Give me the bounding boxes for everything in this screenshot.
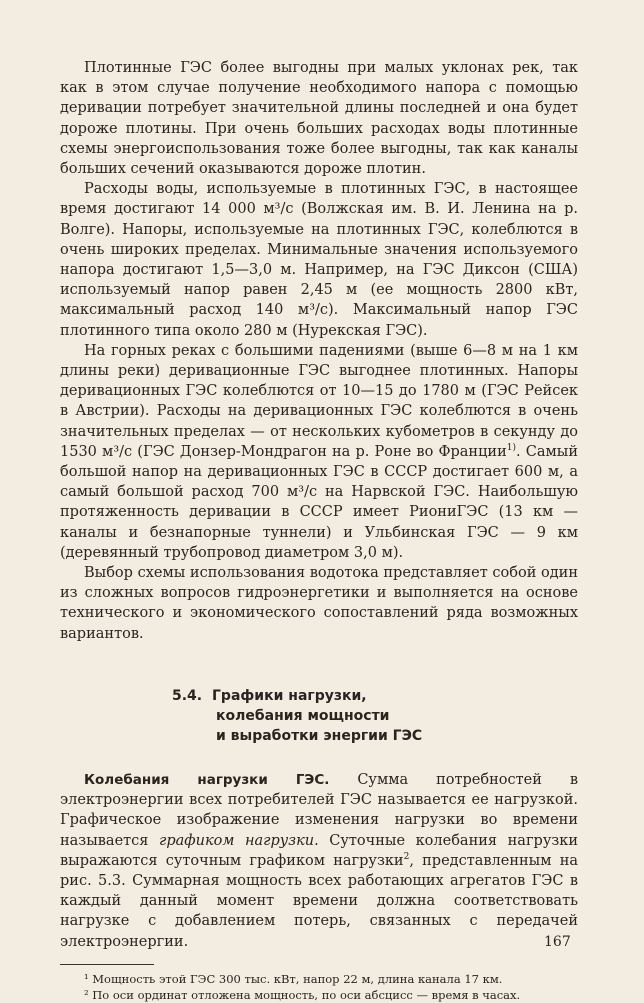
footnote-1-text: Мощность этой ГЭС 300 тыс. кВт, напор 22 м, длина канала 17 км. xyxy=(88,971,503,986)
paragraph-5-text-c: , представленным на рис. 5.3. Суммарная мощность всех работающих агрегатов ГЭС в каждый данный момент времени должна соответствовать нагрузке с добавлением потерь, связанных с передачей электроэнергии. xyxy=(60,852,579,950)
footnote-2-mark: ² xyxy=(84,987,89,1002)
footnote-2-text: По оси ординат отложена мощность, по оси абсцисс — время в часах. xyxy=(88,987,521,1002)
footnote-1 xyxy=(60,971,578,987)
footnote-divider xyxy=(60,964,154,965)
paragraph-2: Расходы воды, используемые в плотинных ГЭС, в настоящее время достигают 14 000 м³/с (Волжская им. В. И. Ленина на р. Волге). Напоры, используемые на плотинных ГЭС, колеблются в очень широких пределах. Минимальные значения используемого напора достигают 1,5—3,0 м. Например, на ГЭС Диксон (США) используемый напор равен 2,45 м (ее мощность 2800 кВт, максимальный расход 140 м³/с). Максимальный напор ГЭС плотинного типа около 280 м (Нурекская ГЭС). xyxy=(60,181,578,339)
footnote-ref-1: 1) xyxy=(506,443,516,454)
paragraph-5-text-b: Суточные колебания нагрузки выражаются суточным графиком нагрузки xyxy=(60,832,578,869)
paragraph-3-text-b: . Самый большой напор на деривационных ГЭС в СССР достигает 600 м, а самый большой расход 700 м³/с на Нарвской ГЭС. Наибольшую протяженность деривации в СССР имеет РиониГЭС (13 км — каналы и безнапорные туннели) и Ульбинская ГЭС — 9 км (деревянный трубопровод диаметром 3,0 м). xyxy=(60,443,578,561)
paragraph-3 xyxy=(60,341,578,563)
footnote-ref-2: 2 xyxy=(403,851,410,862)
page-body xyxy=(60,58,578,1003)
paragraph-5 xyxy=(60,770,578,952)
paragraph-5-lead: Колебания нагрузки ГЭС. xyxy=(84,771,330,788)
section-heading xyxy=(60,686,578,746)
section-title-line-2: колебания мощности xyxy=(216,707,390,724)
paragraph-3-text-a: На горных реках с большими падениями (выше 6—8 м на 1 км длины реки) деривационные ГЭС выгоднее плотинных. Напоры деривационных ГЭС колеблются от 10—15 до 1780 м (ГЭС Рейсек в Австрии). Расходы на деривационных ГЭС колеблются в очень значительных пределах — от нескольких кубометров в секунду до 1530 м³/с (ГЭС Донзер-Мондрагон на р. Роне во Франции xyxy=(60,342,578,460)
section-number: 5.4. xyxy=(172,687,203,704)
section-title-line-3: и выработки энергии ГЭС xyxy=(216,727,423,744)
paragraph-5-text-a: Сумма потребностей в электроэнергии всех потребителей ГЭС называется ее нагрузкой. Графическое изображение изменения нагрузки во времени называется xyxy=(60,771,579,849)
page-number: 167 xyxy=(544,934,571,950)
paragraph-1: Плотинные ГЭС более выгодны при малых уклонах рек, так как в этом случае получение необходимого напора с помощью деривации потребует значительной длины последней и она будет дороже плотины. При очень больших расходах воды плотинные схемы энергоиспользования тоже более выгодны, так как каналы больших сечений оказываются дороже плотин. xyxy=(60,60,578,178)
paragraph-5-emphasis: графиком нагрузки. xyxy=(159,832,319,849)
paragraph-4: Выбор схемы использования водотока представляет собой один из сложных вопросов гидроэнергетики и выполняется на основе технического и экономического сопоставлений ряда возможных вариантов. xyxy=(60,565,578,642)
footnote-2 xyxy=(60,987,578,1003)
footnote-1-mark: ¹ xyxy=(84,971,89,986)
section-title-line-1: Графики нагрузки, xyxy=(212,687,367,704)
